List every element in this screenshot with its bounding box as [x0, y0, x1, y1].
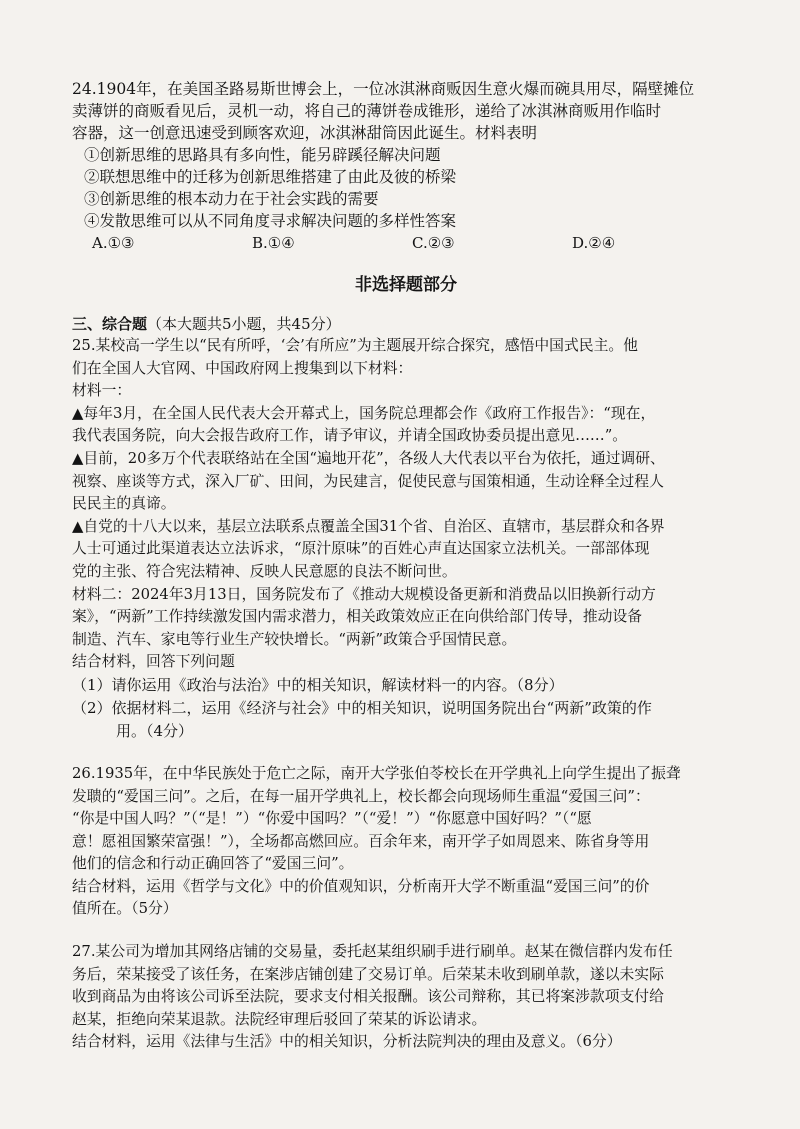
spacer	[72, 921, 740, 941]
q24-option-3: ③创新思维的根本动力在于社会实践的需要	[84, 190, 379, 208]
q26-line: 他们的信念和行动正确回答了“爱国三问”。	[72, 855, 354, 873]
question-27	[72, 941, 740, 1054]
q24-option-2: ②联想思维中的迁移为创新思维搭建了由此及彼的桥梁	[84, 168, 457, 186]
question-24	[72, 78, 740, 254]
spacer	[72, 743, 740, 763]
material-2-line: 制造、汽车、家电等行业生产较快增长。“两新”政策合乎国情民意。	[72, 630, 517, 648]
q26-line: 结合材料，运用《哲学与文化》中的价值观知识，分析南开大学不断重温“爱国三问”的价	[72, 877, 650, 895]
q27-line: 27.某公司为增加其网络店铺的交易量，委托赵某组织刷手进行刷单。赵某在微信群内发布任	[72, 943, 673, 961]
q24-line: 容器，这一创意迅速受到顾客欢迎，冰淇淋甜筒因此诞生。材料表明	[72, 124, 538, 142]
section-3-heading	[72, 313, 740, 335]
q25-subquestion-2: （2）依据材料二，运用《经济与社会》中的相关知识，说明国务院出台“两新”政策的作	[72, 698, 652, 717]
question-26	[72, 763, 740, 921]
material-1-line: ▲每年3月，在全国人民代表大会开幕式上，国务院总理都会作《政府工作报告》：“现在，	[72, 404, 656, 422]
q27-line: 收到商品为由将该公司诉至法院，要求支付相关报酬。该公司辩称，其已将案涉款项支付给	[72, 988, 664, 1006]
q26-line: 值所在。（5分）	[72, 900, 178, 918]
q24-option-4: ④发散思维可以从不同角度寻求解决问题的多样性答案	[84, 212, 457, 230]
material-2-line: 案》，“两新”工作持续激发国内需求潜力，相关政策效应正在向供给部门传导，推动设备	[72, 608, 643, 626]
q25-subquestion-1: （1）请你运用《政治与法治》中的相关知识，解读材料一的内容。（8分）	[72, 675, 564, 694]
material-1-line: 党的主张、符合宪法精神、反映人民意愿的良法不断问世。	[72, 562, 457, 580]
q26-line: 发聩的“爱国三问”。之后，在每一届开学典礼上，校长都会向现场师生重温“爱国三问”：	[72, 787, 650, 805]
q26-line: “你是中国人吗？”（“是！”）“你爱中国吗？”（“爱！”）“你愿意中国好吗？”（“愿	[72, 810, 592, 828]
q26-line: 26.1935年，在中华民族处于危亡之际，南开大学张伯苓校长在开学典礼上向学生提出了振聋	[72, 764, 681, 782]
q26-line: 意！愿祖国繁荣富强！”），全场都高燃回应。百余年来，南开学子如周恩来、陈省身等用	[72, 832, 650, 850]
q24-choices	[72, 232, 740, 254]
choice-b: B.①④	[252, 234, 295, 252]
choice-a: A.①③	[92, 234, 135, 252]
section-3-note: （本大题共5小题，共45分）	[147, 315, 341, 333]
q24-option-1: ①创新思维的思路具有多向性，能另辟蹊径解决问题	[84, 146, 441, 164]
q25-prompt: 结合材料，回答下列问题	[72, 653, 235, 671]
section-3-label: 三、综合题	[72, 315, 148, 333]
material-1-line: ▲目前，20多万个代表联络站在全国“遍地开花”，各级人大代表以平台为依托，通过调研、	[72, 449, 665, 467]
q27-line: 赵某，拒绝向荣某退款。法院经审理后驳回了荣某的诉讼请求。	[72, 1010, 487, 1028]
q24-line: 卖薄饼的商贩看见后，灵机一动，将自己的薄饼卷成锥形，递给了冰淇淋商贩用作临时	[72, 102, 662, 120]
q25-intro-line: 25.某校高一学生以“民有所呼，‘会’有所应”为主题展开综合探究，感悟中国式民主。他	[72, 337, 638, 354]
material-1-label: 材料一：	[72, 382, 132, 400]
material-1-line: ▲自党的十八大以来，基层立法联系点覆盖全国31个省、自治区、直辖市，基层群众和各界	[72, 517, 665, 535]
q27-line: 结合材料，运用《法律与生活》中的相关知识，分析法院判决的理由及意义。（6分）	[72, 1033, 622, 1051]
choice-c: C.②③	[412, 234, 455, 252]
question-25	[72, 335, 740, 743]
q25-intro-line: 们在全国人大官网、中国政府网上搜集到以下材料：	[72, 359, 413, 377]
choice-d: D.②④	[572, 234, 616, 252]
section-title: 非选择题部分	[355, 275, 457, 295]
q25-subquestion-2-cont: 用。（4分）	[116, 721, 194, 740]
material-2-line: 材料二：2024年3月13日，国务院发布了《推动大规模设备更新和消费品以旧换新行动方	[72, 585, 656, 603]
q24-line: 24.1904年，在美国圣路易斯世博会上，一位冰淇淋商贩因生意火爆而碗具用尽，隔壁摊位	[72, 80, 695, 98]
material-1-line: 视察、座谈等方式，深入厂矿、田间，为民建言，促使民意与国策相通，生动诠释全过程人	[72, 472, 664, 490]
material-1-line: 我代表国务院，向大会报告政府工作，请予审议，并请全国政协委员提出意见……”。	[72, 427, 628, 445]
material-1-line: 人士可通过此渠道表达立法诉求，“原汁原味”的百姓心声直达国家立法机关。一部部体现	[72, 540, 650, 558]
q27-line: 务后，荣某接受了该任务，在案涉店铺创建了交易订单。后荣某未收到刷单款，遂以未实际	[72, 965, 664, 983]
material-1-line: 民民主的真谛。	[72, 495, 176, 513]
